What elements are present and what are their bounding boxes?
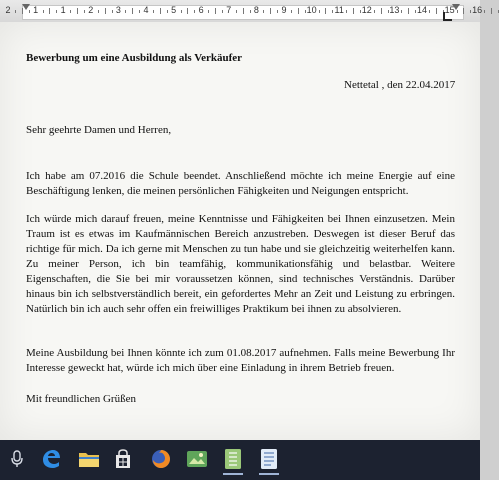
ruler-tick <box>22 8 23 14</box>
ruler-tick <box>491 8 492 14</box>
ruler-number: 14 <box>416 5 428 15</box>
store-icon[interactable] <box>110 446 136 472</box>
ruler-tick <box>84 10 85 13</box>
ruler-tick <box>105 8 106 14</box>
ruler-number: 15 <box>444 5 455 15</box>
ruler-tick <box>374 10 375 13</box>
ruler-tick <box>270 8 271 14</box>
ruler-number: 11 <box>334 5 344 15</box>
text-line: Ich würde mich darauf freuen, meine Kenntnisse und Fähigkeiten bei Ihnen einzusetzen. Mein <box>26 213 455 225</box>
date-line: Nettetal , den 22.04.2017 <box>344 79 456 91</box>
ruler-number: 16 <box>472 5 483 15</box>
text-line: Interesse geweckt hat, würde ich mich über eine Einladung in ihrem Betrieb freuen. <box>26 362 395 374</box>
ruler-tick <box>139 10 140 13</box>
text-line: Meine Ausbildung bei Ihnen könnte ich zum 01.08.2017 aufnehmen. Falls meine Bewerbung Ihr <box>26 347 455 359</box>
ruler-tick <box>70 10 71 13</box>
ruler-tick <box>236 10 237 13</box>
ruler-tick <box>463 8 464 14</box>
edge-browser-icon[interactable] <box>38 446 64 472</box>
ruler-number: 10 <box>306 5 317 15</box>
salutation: Sehr geehrte Damen und Herren, <box>26 124 172 136</box>
ruler-number: 12 <box>361 5 372 15</box>
ruler-tick <box>77 8 78 14</box>
ruler-tick <box>215 8 216 14</box>
ruler-tick <box>250 10 251 13</box>
ruler-number: 9 <box>281 5 287 15</box>
ruler-tick <box>346 10 347 13</box>
ruler-tick <box>43 10 44 13</box>
ruler-tick <box>291 10 292 13</box>
text-line: richtige für mich. Da ich gerne mit Menschen zu tun habe und sie gleichzeitig weiterhelfen kann. <box>26 243 455 255</box>
ruler-tick <box>381 8 382 14</box>
ruler-tick <box>332 10 333 13</box>
ruler-tick <box>153 10 154 13</box>
text-line: hinaus bin ich selbstverständlich bereit, ein gefordertes Mehr an Zeit und Leistung zu erbringen. <box>26 288 455 300</box>
ruler-tick <box>29 10 30 13</box>
horizontal-ruler[interactable] <box>0 0 483 23</box>
right-indent-marker[interactable] <box>452 4 460 10</box>
ruler-tick <box>360 10 361 13</box>
ruler-tick <box>222 10 223 13</box>
ruler-number: 2 <box>88 5 94 15</box>
ruler-tick <box>415 10 416 13</box>
ruler-tick <box>319 10 320 13</box>
ruler-tick <box>263 10 264 13</box>
ruler-tick <box>353 8 354 14</box>
text-line: Zu meiner Person, ich bin teamfähig, kommunikationsfähig und belastbar. Weitere <box>26 258 455 270</box>
ruler-tick <box>305 10 306 13</box>
ruler-tick <box>388 10 389 13</box>
ruler-number: 4 <box>143 5 149 15</box>
ruler-tick <box>15 10 16 13</box>
photos-app-icon[interactable] <box>184 446 210 472</box>
paragraph-start-date <box>26 346 455 376</box>
text-line: Eigenschaften, die Sie bei mir voraussetzen können, sind technisches Verständnis. Darüber <box>26 273 455 285</box>
ruler-number: 8 <box>253 5 259 15</box>
ruler-tick <box>243 8 244 14</box>
ruler-tick <box>325 8 326 14</box>
paragraph-intro <box>26 169 455 199</box>
file-explorer-icon[interactable] <box>76 446 102 472</box>
ruler-tick <box>436 8 437 14</box>
ruler-tick <box>298 8 299 14</box>
ruler-tick <box>187 8 188 14</box>
ruler-number: 2 <box>5 5 11 15</box>
ruler-tick <box>277 10 278 13</box>
text-line: Ich habe am 07.2016 die Schule beendet. Anschließend möchte ich meine Energie auf eine <box>26 170 455 182</box>
spreadsheet-app-icon[interactable] <box>220 446 246 472</box>
word-document-icon[interactable] <box>256 446 282 472</box>
ruler-tick <box>181 10 182 13</box>
ruler-number: 1 <box>60 5 66 15</box>
ruler-number: 13 <box>389 5 400 15</box>
ruler-tick <box>49 8 50 14</box>
ruler-tick <box>132 8 133 14</box>
ruler-tick <box>112 10 113 13</box>
microphone-icon[interactable] <box>4 446 30 472</box>
firefox-icon[interactable] <box>148 446 174 472</box>
text-line: Beschäftigung lenken, die meinen persönlichen Fähigkeiten und Neigungen entspricht. <box>26 185 409 197</box>
ruler-number: 3 <box>115 5 121 15</box>
ruler-number: 1 <box>33 5 39 15</box>
ruler-tick <box>429 10 430 13</box>
ruler-tick <box>484 10 485 13</box>
ruler-tick <box>408 8 409 14</box>
ruler-number: 5 <box>171 5 177 15</box>
ruler-tick <box>401 10 402 13</box>
closing: Mit freundlichen Grüßen <box>26 393 136 405</box>
ruler-tick <box>457 10 458 13</box>
ruler-number: 6 <box>198 5 204 15</box>
tab-stop-marker[interactable] <box>443 12 452 21</box>
document-title: Bewerbung um eine Ausbildung als Verkäufer <box>26 52 243 64</box>
ruler-tick <box>167 10 168 13</box>
ruler-tick <box>470 10 471 13</box>
ruler-tick <box>125 10 126 13</box>
ruler-tick <box>208 10 209 13</box>
taskbar <box>0 440 480 480</box>
document-page[interactable] <box>0 22 480 440</box>
ruler-tick <box>98 10 99 13</box>
ruler-tick <box>194 10 195 13</box>
ruler-number: 7 <box>226 5 232 15</box>
text-line: Traum ist es etwas im Kaufmännischen Bereich anzustreben. Deswegen ist dieser Beruf das <box>26 228 455 240</box>
text-line: Natürlich bin ich auch sehr offen ein freiwilliges Praktikum bei ihnen zu absolvieren. <box>26 303 402 315</box>
paragraph-motivation <box>26 212 455 317</box>
ruler-tick <box>56 10 57 13</box>
ruler-tick <box>160 8 161 14</box>
